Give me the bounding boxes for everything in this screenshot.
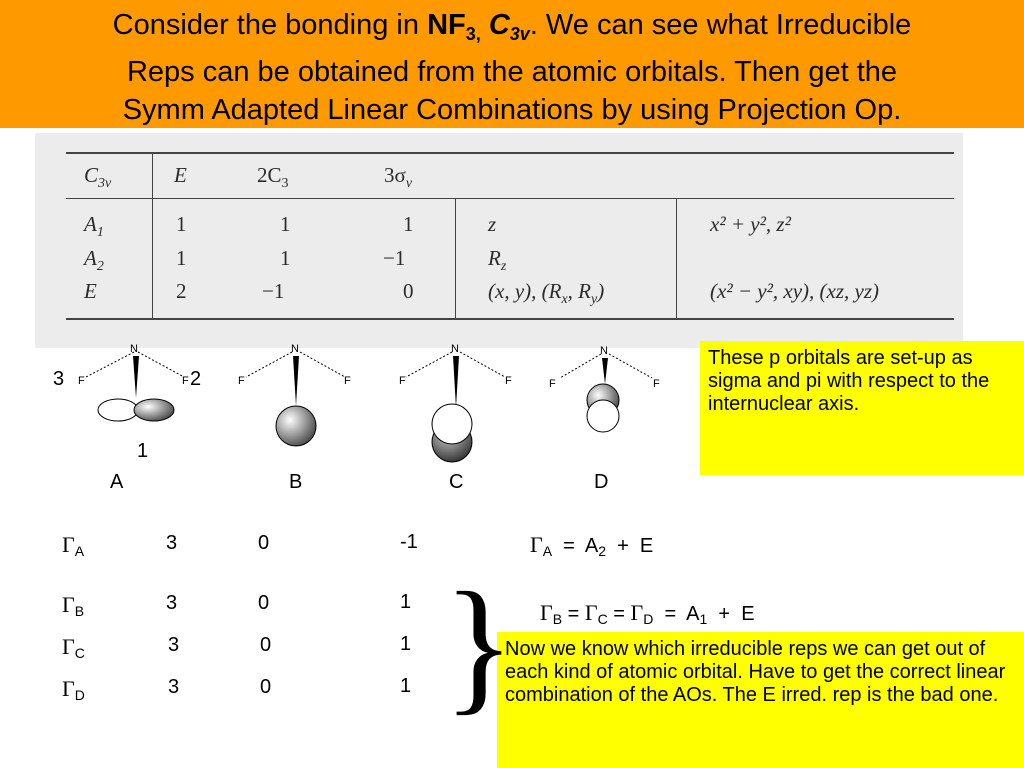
gamma-a-e: 3 <box>166 532 178 554</box>
row-a1-c3: 1 <box>280 212 291 236</box>
orbital-number-2: 2 <box>190 368 202 390</box>
atom-f-d-left: F <box>549 378 556 390</box>
bond-b-right <box>300 352 345 377</box>
title-c3v: C <box>488 9 510 41</box>
bond-a-right <box>138 352 184 377</box>
row-a1-label: $A_1$ <box>84 212 104 240</box>
gamma-c-sv: 1 <box>400 633 412 655</box>
row-e-label: E <box>84 279 97 303</box>
bond-c-left <box>406 352 452 377</box>
bond-d-wedge <box>602 358 608 384</box>
table-header-rule <box>66 198 954 199</box>
p-lobe-a-left <box>98 399 138 421</box>
p-lobe-a-right <box>134 399 174 421</box>
molecule-c <box>406 352 505 462</box>
nf3-orbital-diagrams <box>60 340 700 470</box>
gamma-a-c3: 0 <box>258 532 270 554</box>
row-e-quadratic: (x² − y², xy), (xz, yz) <box>710 279 880 303</box>
gamma-b-c3: 0 <box>258 592 270 614</box>
gamma-c-label: $\Gamma_C$ <box>62 634 85 661</box>
table-vline-1 <box>152 153 153 318</box>
row-e-e: 2 <box>176 279 187 303</box>
row-a1-e: 1 <box>176 212 187 236</box>
atom-f-d-right: F <box>653 378 660 390</box>
molecule-b <box>246 352 345 446</box>
gamma-d-sv: 1 <box>400 675 412 697</box>
bond-a-wedge <box>133 356 139 398</box>
result-gamma-bcd: $\Gamma_B = \Gamma_C = \Gamma_D = A_1 + E$ <box>540 600 755 627</box>
p-lobe-c-upper <box>432 404 472 444</box>
label-d: D <box>594 471 609 493</box>
row-a1-sv: 1 <box>403 212 414 236</box>
header-2c3: $2C_3$ <box>257 163 289 191</box>
gamma-d-c3: 0 <box>260 676 272 698</box>
table-vline-2 <box>455 199 456 318</box>
label-c: C <box>449 471 464 493</box>
row-a2-linear: $R_z$ <box>488 246 507 274</box>
orbital-number-1: 1 <box>137 440 149 462</box>
atom-n-d: N <box>600 345 608 357</box>
row-e-c3: −1 <box>262 279 285 303</box>
bond-b-wedge <box>293 356 299 406</box>
gamma-a-sv: -1 <box>400 531 418 553</box>
row-a2-e: 1 <box>176 246 187 270</box>
atom-f-a-left: F <box>78 375 85 387</box>
atom-n-b: N <box>291 343 299 355</box>
grouping-brace: } <box>443 562 515 728</box>
atom-f-c-left: F <box>399 375 406 387</box>
bond-d-left <box>560 354 601 378</box>
gamma-b-sv: 1 <box>400 591 412 613</box>
molecule-a <box>86 352 184 421</box>
s-orbital-b <box>276 406 316 446</box>
gamma-c-e: 3 <box>168 634 180 656</box>
label-b: B <box>289 471 303 493</box>
title-line3: Symm Adapted Linear Combinations by using Projection Op. <box>122 94 902 126</box>
orbital-number-3: 3 <box>53 368 65 390</box>
title-comma: , <box>475 24 481 44</box>
atom-n-a: N <box>130 343 138 355</box>
title-line2: Reps can be obtained from the atomic orbitals. Then get the <box>126 56 898 88</box>
bond-d-right <box>609 354 652 378</box>
header-3sigma: $3\sigma_v$ <box>384 163 413 191</box>
label-a: A <box>110 471 124 493</box>
row-a2-c3: 1 <box>280 246 291 270</box>
row-e-sv: 0 <box>403 279 414 303</box>
row-e-linear: (x, y), ($R_x$, $R_y$) <box>488 279 605 307</box>
row-a1-linear: z <box>488 212 497 236</box>
atom-f-b-left: F <box>238 375 245 387</box>
table-group-label: $C_{3v}$ <box>84 163 112 191</box>
atom-n-c: N <box>451 343 459 355</box>
row-a2-label: $A_2$ <box>84 246 104 274</box>
row-a2-sv: −1 <box>383 246 406 270</box>
gamma-c-c3: 0 <box>260 634 272 656</box>
header-e: E <box>174 163 187 187</box>
p-lobe-d-front <box>587 400 619 432</box>
result-gamma-a: $\Gamma_A = A_2 + E$ <box>530 532 654 559</box>
row-a1-quadratic: x² + y², z² <box>710 212 791 236</box>
slide-title <box>0 6 1024 129</box>
table-bottom-rule <box>66 318 954 320</box>
title-nf: NF <box>427 9 466 41</box>
atom-f-c-right: F <box>505 375 512 387</box>
title-part1: Consider the bonding in <box>112 9 428 41</box>
gamma-d-e: 3 <box>168 676 180 698</box>
atom-f-b-right: F <box>344 375 351 387</box>
title-part2: . We can see what Irreducible <box>529 9 912 41</box>
molecule-d <box>560 354 652 432</box>
bond-b-left <box>246 352 292 377</box>
table-vline-3 <box>676 199 677 318</box>
note-irreducible-reps: Now we know which irreducible reps we can get out of each kind of atomic orbital. Have to get the correct linear combination of the AOs. The E irred. rep is the bad one. <box>497 632 1024 768</box>
gamma-b-label: $\Gamma_B$ <box>62 592 85 619</box>
table-top-rule <box>66 152 954 154</box>
title-c3v-sub: 3v <box>509 24 530 44</box>
gamma-d-label: $\Gamma_D$ <box>62 676 85 703</box>
atom-f-a-right: F <box>182 375 189 387</box>
title-nf-sub: 3 <box>465 24 476 44</box>
bond-c-right <box>460 352 505 377</box>
gamma-b-e: 3 <box>166 592 178 614</box>
bond-c-wedge <box>453 356 459 408</box>
gamma-a-label: $\Gamma_A$ <box>62 532 85 559</box>
note-p-orbitals: These p orbitals are set-up as sigma and pi with respect to the internuclear axis. <box>700 341 1024 475</box>
bond-a-left <box>86 352 134 377</box>
